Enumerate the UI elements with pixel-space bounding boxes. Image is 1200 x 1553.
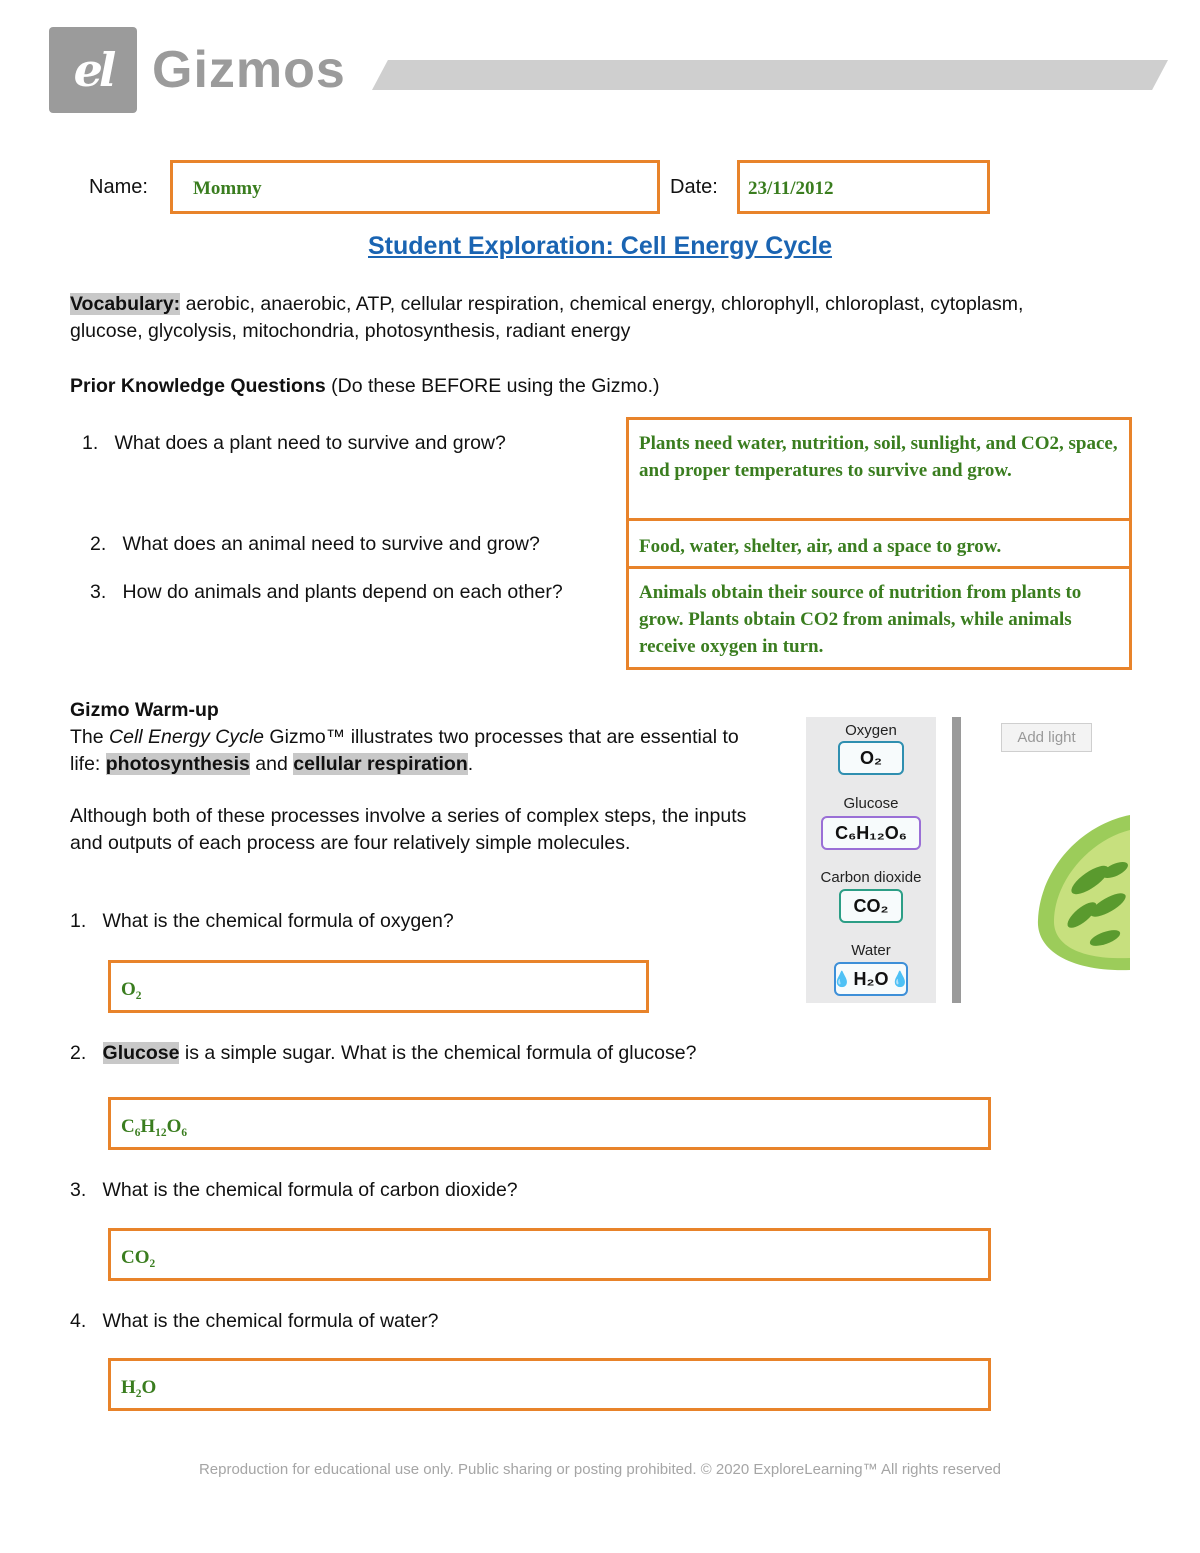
answer-water: H₂O	[121, 1377, 157, 1398]
oxygen-chip: O₂	[838, 741, 904, 775]
question-number: 3.	[70, 1179, 87, 1201]
pk-answer-box-3[interactable]	[626, 566, 1132, 670]
pk-question-number: 3.	[90, 581, 107, 603]
warmup-title: Gizmo Warm-up	[70, 699, 219, 721]
question-text: What is the chemical formula of oxygen?	[102, 910, 454, 932]
warmup-question-4	[70, 1308, 439, 1335]
pk-question-number: 2.	[90, 533, 107, 555]
prior-knowledge-title: Prior Knowledge Questions	[70, 375, 326, 397]
molecule-name-glucose: Glucose	[843, 795, 899, 812]
answer-glucose: C₆H₁₂O₆	[121, 1116, 188, 1137]
name-field[interactable]	[170, 160, 660, 214]
answer-box-glucose[interactable]	[108, 1097, 991, 1150]
question-number: 2.	[70, 1042, 87, 1064]
header-bar	[372, 60, 1168, 90]
answer-box-oxygen[interactable]	[108, 960, 649, 1013]
chloroplast-illustration	[1030, 810, 1130, 975]
glucose-chip: C₆H₁₂O₆	[821, 816, 921, 850]
molecule-panel	[806, 717, 936, 1003]
brand-name: Gizmos	[152, 41, 346, 99]
warmup-text: .	[467, 753, 474, 775]
pk-answer-2: Food, water, shelter, air, and a space to grow.	[639, 536, 1002, 557]
question-text: What is the chemical formula of water?	[102, 1310, 439, 1332]
warmup-paragraph-1	[70, 724, 750, 778]
answer-carbon-dioxide: CO₂	[121, 1247, 156, 1268]
warmup-question-1	[70, 908, 454, 935]
warmup-question-2	[70, 1040, 696, 1067]
warmup-text: The	[70, 726, 110, 748]
pk-question-text: What does a plant need to survive and grow?	[114, 432, 506, 454]
question-text: What is the chemical formula of carbon dioxide?	[102, 1179, 518, 1201]
explorelearning-logo	[49, 27, 137, 113]
warmup-text: Gizmo™ illustrates two processes that are essential to life:	[70, 726, 739, 775]
page-title: Student Exploration: Cell Energy Cycle	[368, 232, 832, 260]
copyright-footer: Reproduction for educational use only. Public sharing or posting prohibited. © 2020 ExploreLearning™ All rights reserved	[198, 1461, 1002, 1478]
pk-question-number: 1.	[82, 432, 99, 454]
term-glucose: Glucose	[102, 1042, 180, 1064]
gizmo-name: Cell Energy Cycle	[109, 726, 265, 748]
warmup-heading	[70, 697, 219, 724]
pk-question-1	[82, 430, 506, 457]
panel-divider	[952, 717, 961, 1003]
warmup-paragraph-2: Although both of these processes involve a series of complex steps, the inputs and outputs of each process are four relatively simple molecules.	[70, 805, 747, 854]
answer-oxygen: O₂	[121, 979, 142, 1000]
molecule-name-carbon-dioxide: Carbon dioxide	[820, 869, 922, 886]
date-label: Date:	[670, 176, 718, 198]
date-field[interactable]	[737, 160, 990, 214]
pk-question-text: How do animals and plants depend on each other?	[122, 581, 563, 603]
vocabulary-label: Vocabulary:	[70, 293, 181, 315]
question-text: is a simple sugar. What is the chemical formula of glucose?	[179, 1042, 697, 1064]
vocabulary-line2: glucose, glycolysis, mitochondria, photosynthesis, radiant energy	[70, 320, 631, 342]
question-number: 1.	[70, 910, 87, 932]
pk-question-3	[90, 579, 563, 606]
pk-question-2	[90, 531, 540, 558]
carbon-dioxide-chip: CO₂	[839, 889, 903, 923]
water-drop-icon: 💧	[832, 971, 852, 988]
pk-answer-box-1[interactable]	[626, 417, 1132, 521]
water-chip	[834, 962, 908, 996]
vocabulary	[70, 291, 1150, 345]
vocabulary-line1: aerobic, anaerobic, ATP, cellular respiration, chemical energy, chlorophyll, chloroplast, cytoplasm,	[185, 293, 1024, 315]
prior-knowledge-heading	[70, 373, 660, 400]
logo-mark: el	[73, 43, 113, 97]
pk-answer-box-2[interactable]	[626, 518, 1132, 569]
molecule-name-oxygen: Oxygen	[845, 722, 897, 739]
answer-box-water[interactable]	[108, 1358, 991, 1411]
warmup-text: and	[249, 753, 294, 775]
name-value: Mommy	[193, 178, 262, 199]
question-number: 4.	[70, 1310, 87, 1332]
pk-question-text: What does an animal need to survive and grow?	[122, 533, 540, 555]
name-label: Name:	[89, 176, 148, 198]
prior-knowledge-note: (Do these BEFORE using the Gizmo.)	[331, 375, 660, 397]
pk-answer-1: Plants need water, nutrition, soil, sunlight, and CO2, space, and proper temperatures to survive and grow.	[639, 433, 1118, 481]
water-formula: H₂O	[853, 968, 889, 989]
term-cellular-respiration: cellular respiration	[293, 753, 468, 775]
pk-answer-3: Animals obtain their source of nutrition from plants to grow. Plants obtain CO2 from animals, while animals receive oxygen in turn.	[639, 582, 1082, 657]
add-light-button: Add light	[1001, 723, 1092, 752]
date-value: 23/11/2012	[748, 178, 834, 199]
answer-box-carbon-dioxide[interactable]	[108, 1228, 991, 1281]
water-drop-icon: 💧	[890, 971, 910, 988]
warmup-question-3	[70, 1177, 518, 1204]
term-photosynthesis: photosynthesis	[105, 753, 250, 775]
molecule-name-water: Water	[851, 942, 891, 959]
